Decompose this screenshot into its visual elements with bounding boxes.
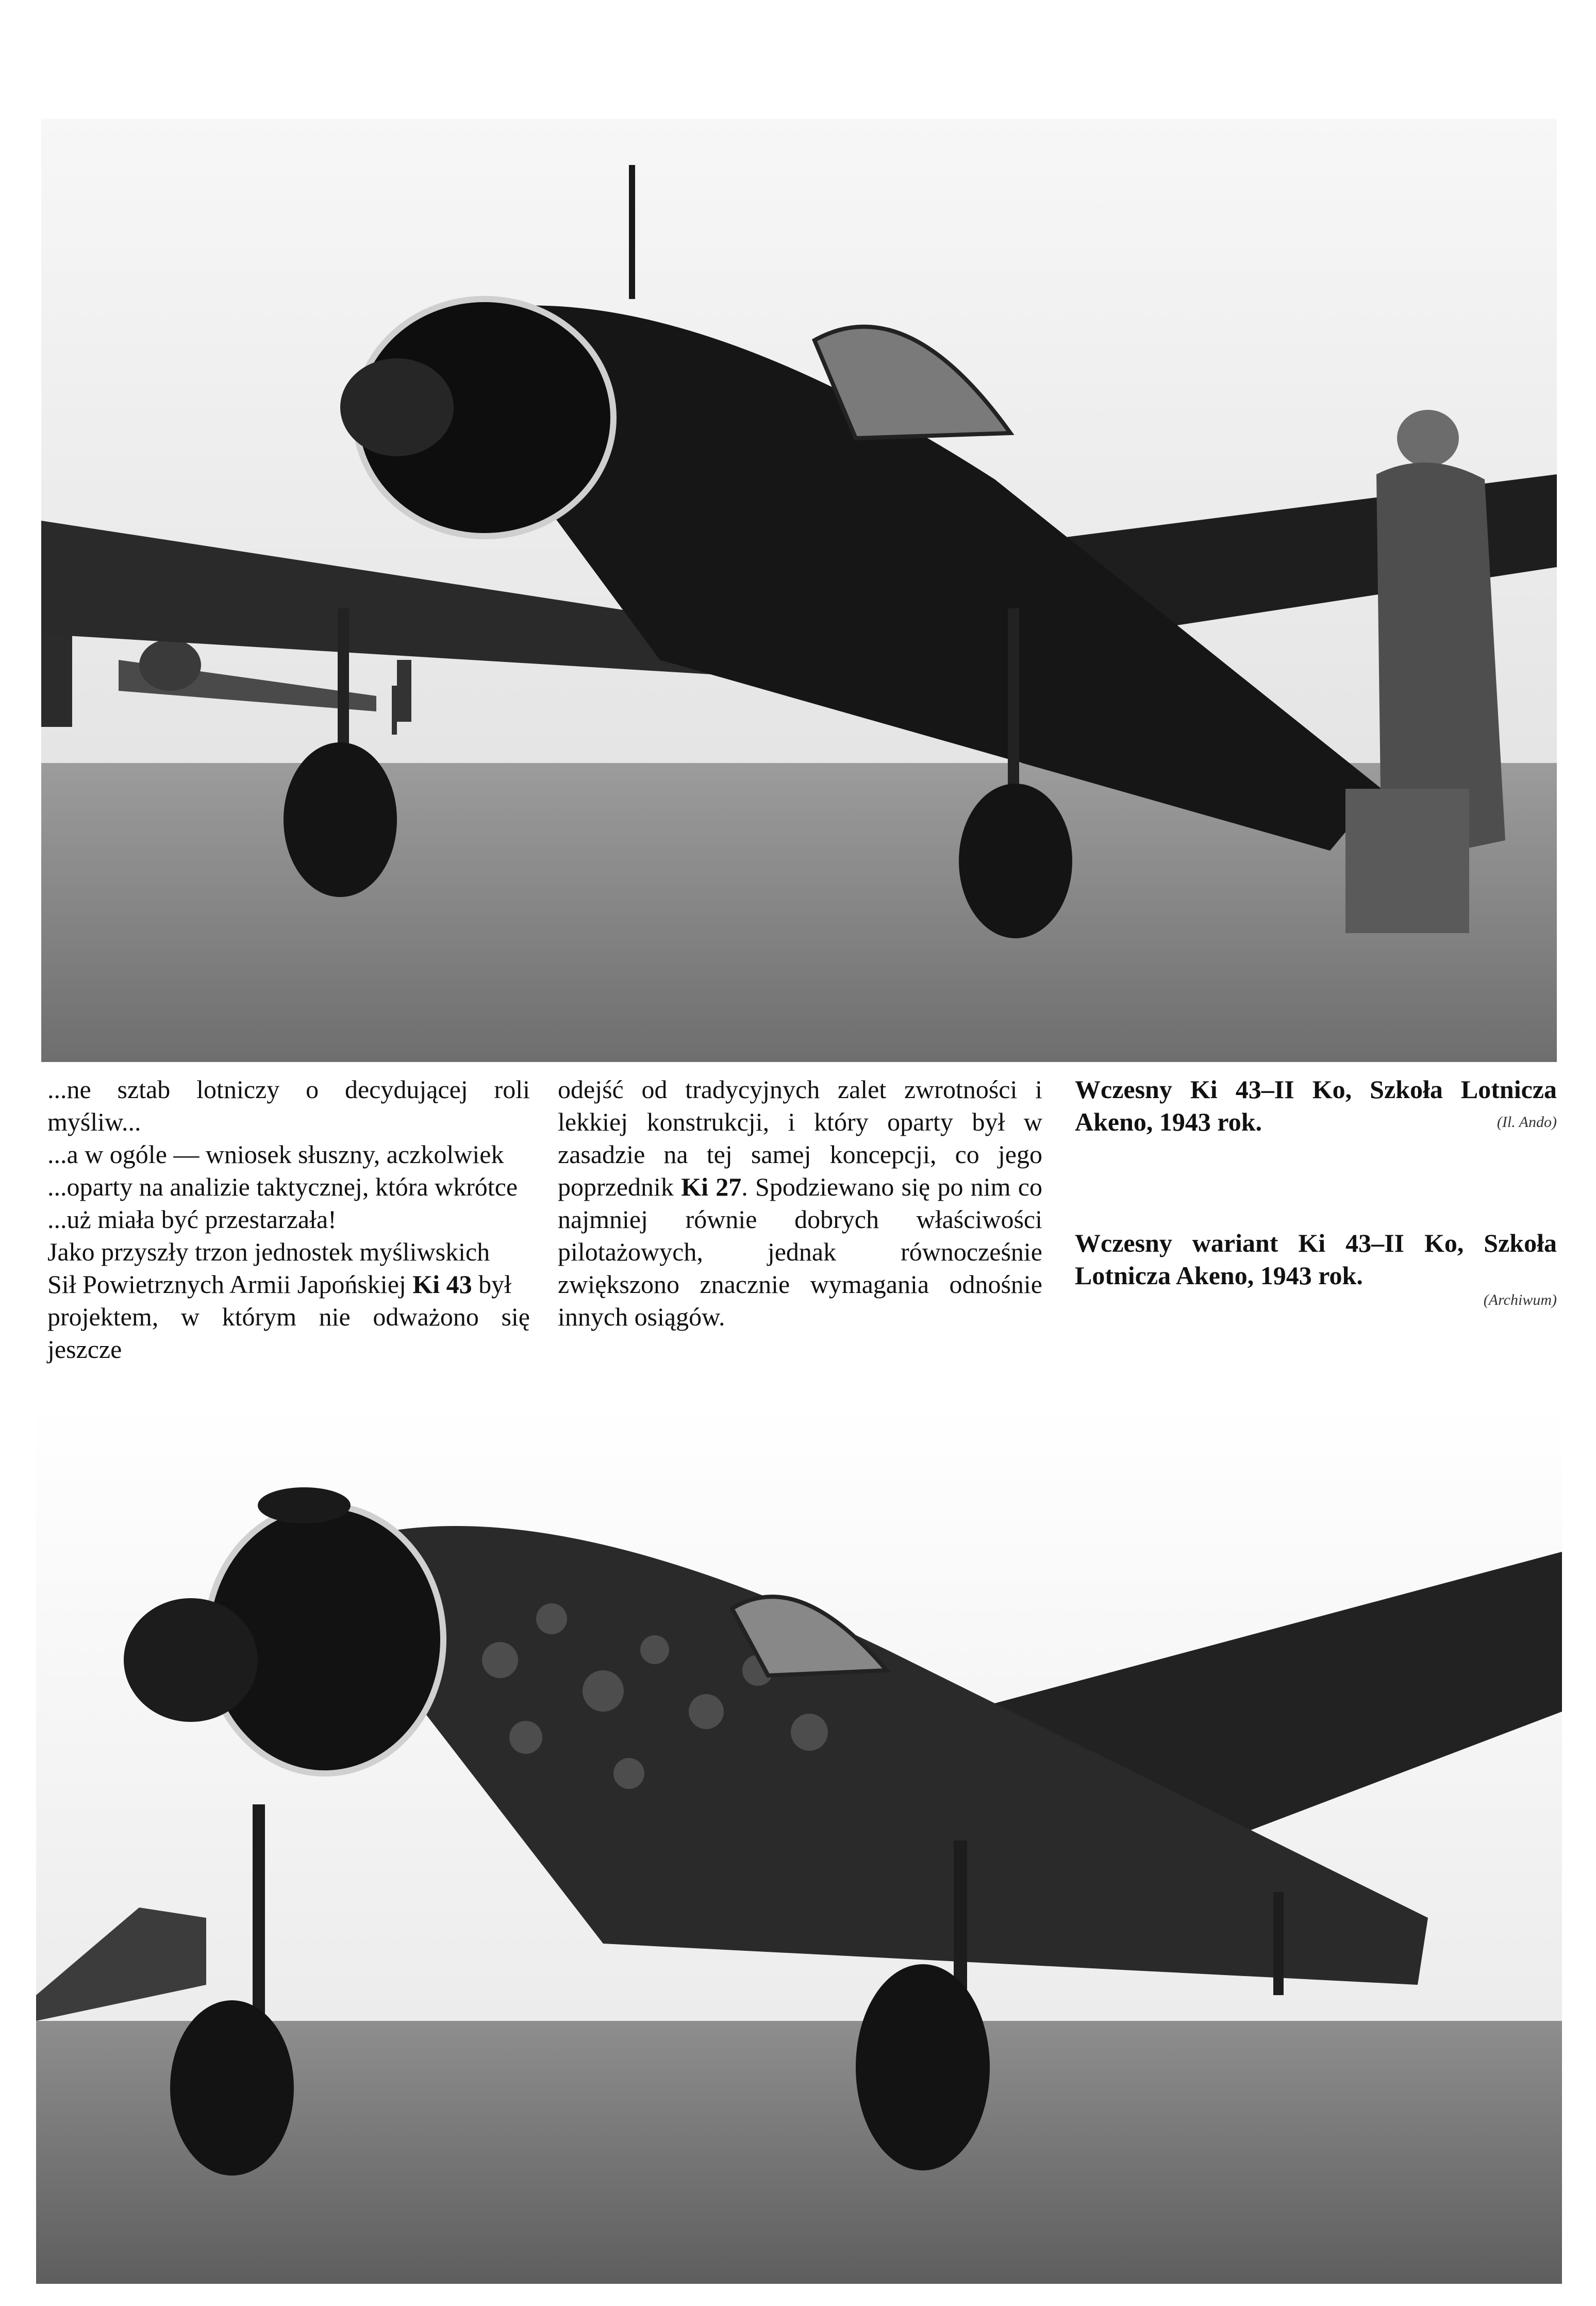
col2-paragraph [558, 1073, 1042, 1333]
photo-ki43-top-image [41, 119, 1557, 1062]
col1-line-2: ...a w ogóle — wniosek słuszny, aczkolwiek [47, 1140, 504, 1169]
caption-bottom-photo: Wczesny wariant Ki 43–II Ko, Szkoła Lotnicza Akeno, 1943 rok. [1075, 1229, 1557, 1290]
photo-ki43-bottom [36, 1402, 1562, 2284]
caption-top-photo: Wczesny Ki 43–II Ko, Szkoła Lotnicza Akeno, 1943 rok. [1075, 1075, 1557, 1136]
credit-top-photo: (Il. Ando) [1497, 1114, 1557, 1131]
col1-line-7: projektem, w którym nie odważono się jeszcze [47, 1302, 530, 1364]
col1-line-5: Jako przyszły trzon jednostek myśliwskich [47, 1237, 490, 1266]
col1-line-4: ...uż miała być przestarzała! [47, 1205, 337, 1234]
text-column-2 [558, 1073, 1042, 1333]
col2-part-2: . Spodziewano się po nim co najmniej równie dobrych właściwości pilotażowych, jednak równocześnie zwiększono znacznie wymagania odnośnie innych osiągów. [558, 1172, 1042, 1331]
col1-line-6-tail: był [478, 1270, 511, 1299]
photo-ki43-bottom-image [36, 1402, 1562, 2284]
col1-line-6-text: Sił Powietrznych Armii Japońskiej [47, 1270, 406, 1299]
col1-line-1: ...ne sztab lotniczy o decydującej roli myśliw... [47, 1075, 530, 1136]
col2-part-1: odejść od tradycyjnych zalet zwrotności i lekkiej konstrukcji, i który oparty był w zasadzie na tej samej koncepcji, co jego poprzednik [558, 1075, 1042, 1201]
col2-keyword-ki27: Ki 27 [681, 1172, 742, 1201]
col1-keyword-ki43: Ki 43 [412, 1270, 472, 1299]
col1-line-3: ...oparty na analizie taktycznej, która wkrótce [47, 1172, 518, 1201]
text-column-1 [47, 1073, 530, 1366]
col1-line-6 [47, 1268, 530, 1301]
photo-ki43-top [41, 119, 1557, 1062]
credit-bottom-photo: (Archiwum) [1483, 1291, 1557, 1308]
